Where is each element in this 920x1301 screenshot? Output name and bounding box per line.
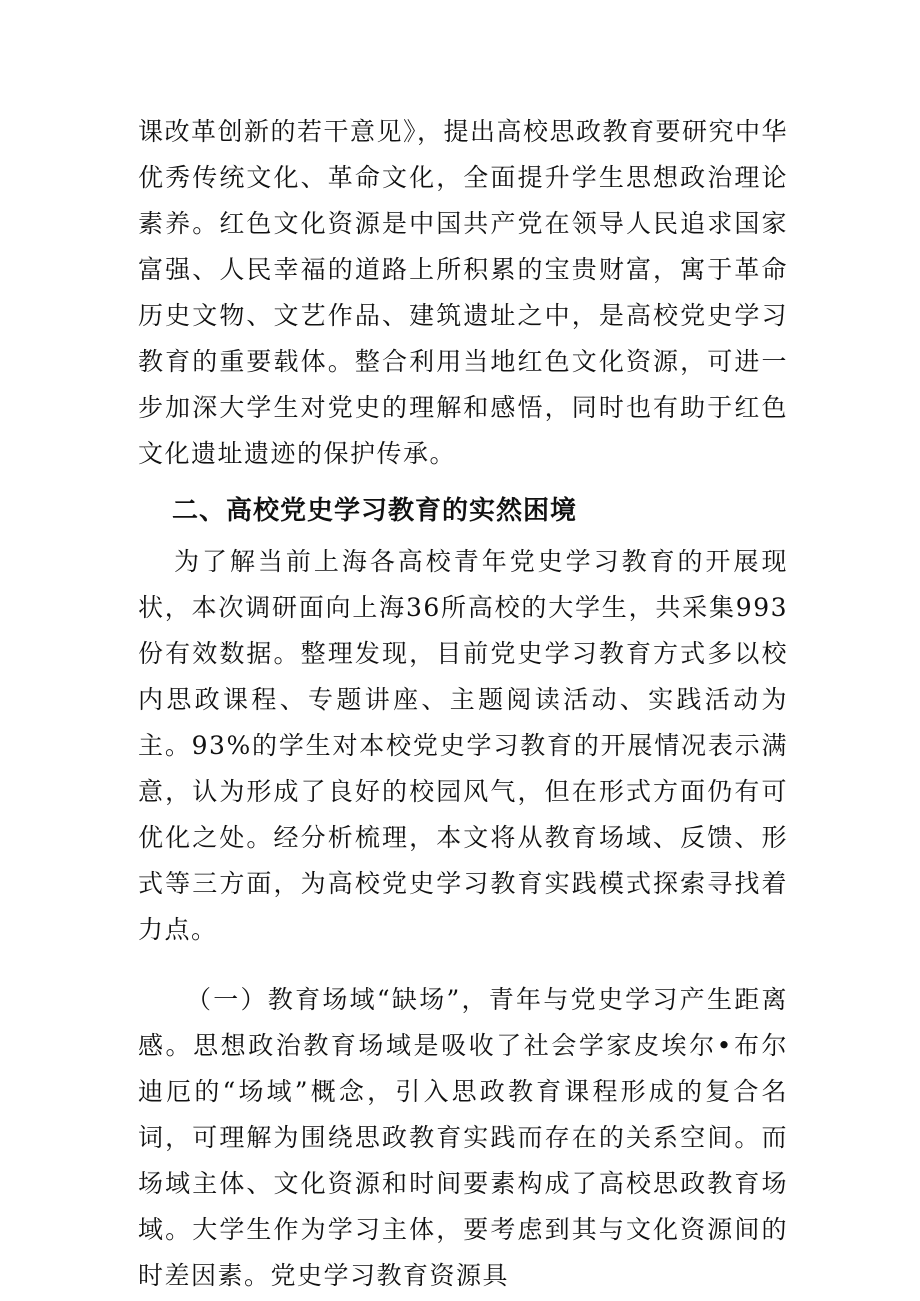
body-paragraph-1: 课改革创新的若干意见》，提出高校思政教育要研究中华优秀传统文化、革命文化，全面提升学生思想政治理论素养。红色文化资源是中国共产党在领导人民追求国家富强、人民幸福的道路上所积累的宝贵财富，寓于革命历史文物、文艺作品、建筑遗址之中，是高校党史学习教育的重要载体。整合利用当地红色文化资源，可进一步加深大学生对党史的理解和感悟，同时也有助于红色文化遗址遗迹的保护传承。	[138, 117, 789, 468]
body-paragraph-2: 为了解当前上海各高校青年党史学习教育的开展现状，本次调研面向上海36所高校的大学生，共采集993份有效数据。整理发现，目前党史学习教育方式多以校内思政课程、专题讲座、主题阅读活动、实践活动为主。93%的学生对本校党史学习教育的开展情况表示满意，认为形成了良好的校园风气，但在形式方面仍有可优化之处。经分析梳理，本文将从教育场域、反馈、形式等三方面，为高校党史学习教育实践模式探索寻找着力点。	[138, 547, 788, 944]
body-paragraph-3: （一）教育场域“缺场”，青年与党史学习产生距离感。思想政治教育场域是吸收了社会学家皮埃尔•布尔迪厄的“场域”概念，引入思政教育课程形成的复合名词，可理解为围绕思政教育实践而存在的关系空间。而场域主体、文化资源和时间要素构成了高校思政教育场域。大学生作为学习主体，要考虑到其与文化资源间的时差因素。党史学习教育资源具	[138, 985, 788, 1290]
section-heading: 二、高校党史学习教育的实然困境	[172, 496, 578, 526]
document-body	[138, 109, 788, 1299]
